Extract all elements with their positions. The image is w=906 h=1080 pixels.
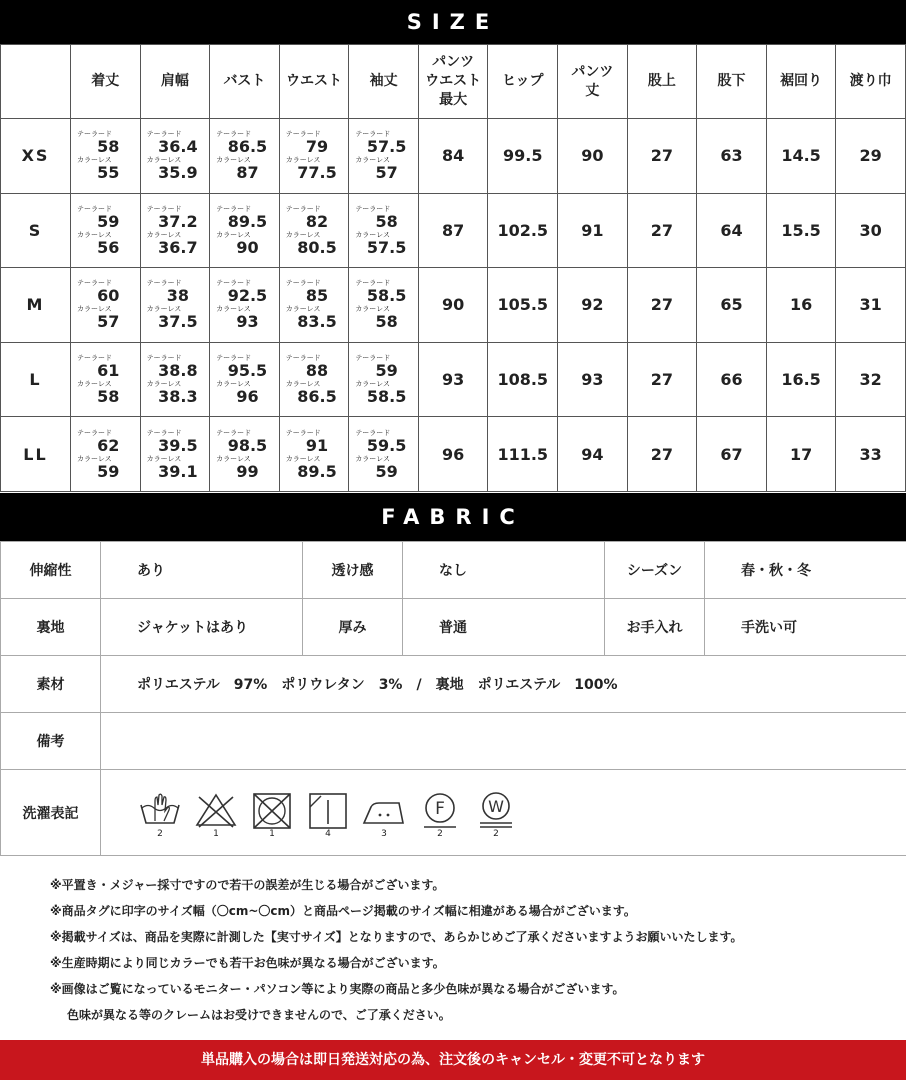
size-value-cell: 15.5 — [766, 193, 836, 268]
collarless-label: カラーレス — [355, 156, 390, 165]
size-value-cell: 27 — [627, 342, 697, 417]
collarless-label: カラーレス — [285, 380, 321, 389]
size-row — [1, 268, 906, 343]
size-value-cell: 30 — [836, 193, 906, 268]
size-value-cell: 32 — [836, 342, 906, 417]
care-label: お手入れ — [605, 599, 705, 656]
size-row — [1, 119, 906, 194]
tailored-value: 91 — [305, 435, 329, 455]
stacked-cell — [210, 342, 280, 417]
size-value-cell: 17 — [766, 417, 836, 492]
collarless-label: カラーレス — [146, 454, 182, 463]
stacked-cell — [140, 342, 210, 417]
tailored-label: テーラード — [77, 428, 112, 437]
svg-text:W: W — [488, 796, 504, 816]
sheer-label: 透け感 — [303, 542, 403, 599]
size-value-cell: 66 — [697, 342, 767, 417]
size-column-header: 股上 — [627, 45, 697, 119]
collarless-value: 80.5 — [297, 237, 337, 257]
tailored-value: 37.2 — [158, 211, 198, 231]
size-value-cell: 14.5 — [766, 119, 836, 194]
collarless-value: 57 — [375, 163, 398, 183]
collarless-label: カラーレス — [355, 305, 390, 314]
tailored-label: テーラード — [355, 354, 391, 363]
collarless-label: カラーレス — [285, 230, 321, 239]
no-tumble-dry-num: 1 — [269, 828, 275, 839]
size-column-header: ヒップ — [488, 45, 558, 119]
tailored-label: テーラード — [355, 130, 391, 139]
stacked-cell — [279, 193, 349, 268]
note-line: ※掲載サイズは、商品を実際に計測した【実寸サイズ】となりますので、あらかじめご了承くださいますようお願いいたします。 — [50, 930, 743, 944]
size-column-header: 裾回り — [766, 45, 836, 119]
note-line: ※画像はご覧になっているモニター・パソコン等により実際の商品と多少色味が異なる場合がございます。 — [50, 982, 625, 996]
note-line: ※商品タグに印字のサイズ幅（〇cm~〇cm）と商品ページ掲載のサイズ幅に相違がある場合がございます。 — [50, 904, 636, 918]
fabric-row-remarks — [1, 713, 906, 770]
stacked-cell — [210, 119, 280, 194]
iron-low-icon — [361, 791, 407, 839]
tailored-label: テーラード — [77, 354, 112, 363]
note-line: 色味が異なる等のクレームはお受けできませんので、ご了承ください。 — [67, 1008, 451, 1022]
notes — [50, 872, 890, 1028]
tailored-value: 58.5 — [366, 286, 407, 306]
size-column-header: 肩幅 — [140, 45, 210, 119]
fabric-banner: FABRIC — [0, 493, 906, 541]
collarless-label: カラーレス — [146, 305, 182, 314]
stretch-label: 伸縮性 — [1, 542, 101, 599]
collarless-label: カラーレス — [77, 380, 112, 389]
collarless-label: カラーレス — [216, 230, 251, 239]
stacked-cell — [279, 342, 349, 417]
size-column-header: パンツ ウエスト 最大 — [418, 45, 488, 119]
dry-clean-f-icon — [417, 791, 463, 839]
tailored-value: 61 — [97, 361, 120, 381]
size-column-header: 着丈 — [71, 45, 141, 119]
size-value-cell: 99.5 — [488, 119, 558, 194]
size-label: LL — [1, 417, 71, 492]
size-label: L — [1, 342, 71, 417]
collarless-value: 55 — [97, 163, 120, 183]
size-value-cell: 91 — [558, 193, 628, 268]
collarless-value: 99 — [236, 461, 259, 481]
size-value-cell: 96 — [418, 417, 488, 492]
collarless-value: 59 — [97, 461, 120, 481]
tailored-label: テーラード — [146, 130, 182, 139]
note-line: ※平置き・メジャー採寸ですので若干の誤差が生じる場合がございます。 — [50, 878, 445, 892]
collarless-value: 56 — [97, 237, 120, 257]
collarless-value: 36.7 — [158, 237, 198, 257]
collarless-label: カラーレス — [77, 156, 112, 165]
size-value-cell: 63 — [697, 119, 767, 194]
size-row — [1, 417, 906, 492]
stacked-cell — [349, 342, 419, 417]
tailored-value: 85 — [305, 286, 329, 306]
no-bleach-num: 1 — [213, 828, 219, 839]
tailored-value: 57.5 — [366, 137, 407, 157]
stacked-cell — [210, 417, 280, 492]
size-value-cell: 27 — [627, 417, 697, 492]
collarless-value: 87 — [236, 163, 259, 183]
stacked-cell — [140, 193, 210, 268]
collarless-label: カラーレス — [216, 454, 251, 463]
collarless-value: 39.1 — [158, 461, 198, 481]
size-value-cell: 105.5 — [488, 268, 558, 343]
tailored-value: 60 — [97, 286, 120, 306]
collarless-label: カラーレス — [285, 156, 321, 165]
fabric-row-material — [1, 656, 906, 713]
tailored-label: テーラード — [146, 428, 182, 437]
collarless-label: カラーレス — [77, 454, 112, 463]
collarless-value: 58 — [375, 312, 398, 332]
collarless-label: カラーレス — [77, 230, 112, 239]
collarless-label: カラーレス — [216, 380, 251, 389]
material-value: ポリエステル 97% ポリウレタン 3% / 裏地 ポリエステル 100% — [101, 656, 906, 713]
stacked-cell — [349, 119, 419, 194]
fabric-row-2 — [1, 599, 906, 656]
tailored-label: テーラード — [146, 279, 182, 288]
tailored-label: テーラード — [285, 130, 321, 139]
size-column-header: パンツ 丈 — [558, 45, 628, 119]
size-value-cell: 64 — [697, 193, 767, 268]
size-banner: SIZE — [0, 0, 906, 44]
thickness-value: 普通 — [403, 599, 605, 656]
season-label: シーズン — [605, 542, 705, 599]
stacked-cell — [210, 268, 280, 343]
tailored-value: 82 — [305, 211, 329, 231]
tailored-value: 88 — [305, 361, 329, 381]
tailored-label: テーラード — [216, 354, 252, 363]
remarks-value — [101, 713, 906, 770]
size-value-cell: 93 — [558, 342, 628, 417]
collarless-value: 58 — [97, 387, 120, 407]
size-label: M — [1, 268, 71, 343]
collarless-value: 90 — [236, 237, 259, 257]
hand-wash-icon — [137, 791, 183, 839]
collarless-value: 57 — [97, 312, 120, 332]
tailored-label: テーラード — [216, 279, 252, 288]
tailored-label: テーラード — [77, 130, 112, 139]
collarless-value: 83.5 — [297, 312, 337, 332]
tailored-value: 38 — [166, 286, 189, 306]
size-value-cell: 27 — [627, 268, 697, 343]
collarless-label: カラーレス — [285, 454, 321, 463]
material-label: 素材 — [1, 656, 101, 713]
hand-wash-num: 2 — [157, 828, 163, 839]
tailored-value: 59 — [375, 361, 398, 381]
collarless-value: 38.3 — [158, 387, 198, 407]
collarless-label: カラーレス — [146, 380, 182, 389]
fabric-row-wash — [1, 770, 906, 856]
stacked-cell — [71, 268, 141, 343]
size-column-header: バスト — [210, 45, 280, 119]
stacked-cell — [279, 417, 349, 492]
stacked-cell — [349, 417, 419, 492]
iron-low-num: 3 — [381, 828, 387, 839]
collarless-value: 93 — [236, 312, 259, 332]
stacked-cell — [279, 119, 349, 194]
size-row — [1, 342, 906, 417]
tailored-label: テーラード — [77, 204, 112, 213]
tailored-label: テーラード — [216, 204, 252, 213]
collarless-value: 59 — [375, 461, 398, 481]
fabric-row-1 — [1, 542, 906, 599]
wet-clean-w-icon — [473, 791, 519, 839]
tailored-value: 39.5 — [158, 435, 198, 455]
stacked-cell — [140, 119, 210, 194]
collarless-value: 77.5 — [297, 163, 337, 183]
size-value-cell: 90 — [558, 119, 628, 194]
size-header-row — [1, 45, 906, 119]
stacked-cell — [71, 417, 141, 492]
tailored-value: 98.5 — [227, 435, 268, 455]
size-value-cell: 31 — [836, 268, 906, 343]
tailored-value: 79 — [305, 137, 329, 157]
size-column-header: 股下 — [697, 45, 767, 119]
size-column-header: 渡り巾 — [836, 45, 906, 119]
tailored-label: テーラード — [146, 354, 182, 363]
size-value-cell: 93 — [418, 342, 488, 417]
wash-label: 洗濯表記 — [1, 770, 101, 856]
size-value-cell: 94 — [558, 417, 628, 492]
size-label: XS — [1, 119, 71, 194]
size-value-cell: 108.5 — [488, 342, 558, 417]
size-value-cell: 87 — [418, 193, 488, 268]
collarless-label: カラーレス — [146, 156, 182, 165]
collarless-label: カラーレス — [355, 454, 390, 463]
tailored-label: テーラード — [355, 204, 391, 213]
size-value-cell: 16 — [766, 268, 836, 343]
collarless-value: 57.5 — [366, 237, 407, 257]
stretch-value: あり — [101, 542, 303, 599]
size-column-header: ウエスト — [279, 45, 349, 119]
tailored-value: 89.5 — [227, 211, 268, 231]
lining-label: 裏地 — [1, 599, 101, 656]
dry-clean-f-num: 2 — [437, 828, 443, 839]
size-value-cell: 92 — [558, 268, 628, 343]
collarless-label: カラーレス — [216, 305, 251, 314]
wash-symbols — [101, 770, 906, 856]
tailored-label: テーラード — [355, 279, 391, 288]
size-value-cell: 29 — [836, 119, 906, 194]
collarless-label: カラーレス — [77, 305, 112, 314]
stacked-cell — [140, 417, 210, 492]
size-value-cell: 27 — [627, 119, 697, 194]
tailored-value: 58 — [97, 137, 120, 157]
collarless-label: カラーレス — [146, 230, 182, 239]
size-value-cell: 33 — [836, 417, 906, 492]
collarless-value: 37.5 — [158, 312, 198, 332]
thickness-label: 厚み — [303, 599, 403, 656]
size-table — [0, 44, 906, 492]
collarless-value: 96 — [236, 387, 259, 407]
stacked-cell — [349, 193, 419, 268]
collarless-label: カラーレス — [216, 156, 251, 165]
tailored-label: テーラード — [285, 204, 321, 213]
fabric-table — [0, 541, 906, 856]
size-value-cell: 67 — [697, 417, 767, 492]
collarless-label: カラーレス — [355, 230, 390, 239]
tailored-label: テーラード — [285, 428, 321, 437]
size-value-cell: 84 — [418, 119, 488, 194]
tailored-label: テーラード — [216, 428, 252, 437]
tailored-label: テーラード — [285, 354, 321, 363]
tailored-value: 59 — [97, 211, 120, 231]
tailored-value: 38.8 — [158, 361, 198, 381]
tailored-value: 62 — [97, 435, 120, 455]
collarless-label: カラーレス — [285, 305, 321, 314]
no-tumble-dry-icon — [249, 791, 295, 839]
drip-dry-num: 4 — [325, 828, 331, 839]
stacked-cell — [140, 268, 210, 343]
svg-text:F: F — [435, 798, 445, 819]
size-value-cell: 111.5 — [488, 417, 558, 492]
tailored-value: 92.5 — [227, 286, 268, 306]
collarless-label: カラーレス — [355, 380, 390, 389]
tailored-label: テーラード — [355, 428, 391, 437]
stacked-cell — [349, 268, 419, 343]
collarless-value: 35.9 — [158, 163, 198, 183]
note-line: ※生産時期により同じカラーでも若干お色味が異なる場合がございます。 — [50, 956, 445, 970]
tailored-label: テーラード — [285, 279, 321, 288]
size-value-cell: 90 — [418, 268, 488, 343]
remarks-label: 備考 — [1, 713, 101, 770]
tailored-label: テーラード — [77, 279, 112, 288]
lining-value: ジャケットはあり — [101, 599, 303, 656]
tailored-label: テーラード — [146, 204, 182, 213]
tailored-value: 36.4 — [158, 137, 198, 157]
size-value-cell: 65 — [697, 268, 767, 343]
size-value-cell: 27 — [627, 193, 697, 268]
sheer-value: なし — [403, 542, 605, 599]
tailored-value: 95.5 — [227, 361, 268, 381]
stacked-cell — [210, 193, 280, 268]
stacked-cell — [71, 119, 141, 194]
tailored-label: テーラード — [216, 130, 252, 139]
stacked-cell — [71, 342, 141, 417]
tailored-value: 58 — [375, 211, 398, 231]
wet-clean-w-num: 2 — [493, 828, 499, 839]
stacked-cell — [71, 193, 141, 268]
no-bleach-icon — [193, 791, 239, 839]
season-value: 春・秋・冬 — [705, 542, 906, 599]
collarless-value: 58.5 — [366, 387, 407, 407]
size-row — [1, 193, 906, 268]
footer-notice: 単品購入の場合は即日発送対応の為、注文後のキャンセル・変更不可となります — [0, 1040, 906, 1080]
size-value-cell: 102.5 — [488, 193, 558, 268]
collarless-value: 89.5 — [297, 461, 337, 481]
size-label: S — [1, 193, 71, 268]
tailored-value: 86.5 — [227, 137, 268, 157]
size-value-cell: 16.5 — [766, 342, 836, 417]
collarless-value: 86.5 — [297, 387, 337, 407]
size-column-header: 袖丈 — [349, 45, 419, 119]
tailored-value: 59.5 — [366, 435, 407, 455]
drip-dry-icon — [305, 791, 351, 839]
stacked-cell — [279, 268, 349, 343]
size-corner-cell — [1, 45, 71, 119]
care-value: 手洗い可 — [705, 599, 906, 656]
